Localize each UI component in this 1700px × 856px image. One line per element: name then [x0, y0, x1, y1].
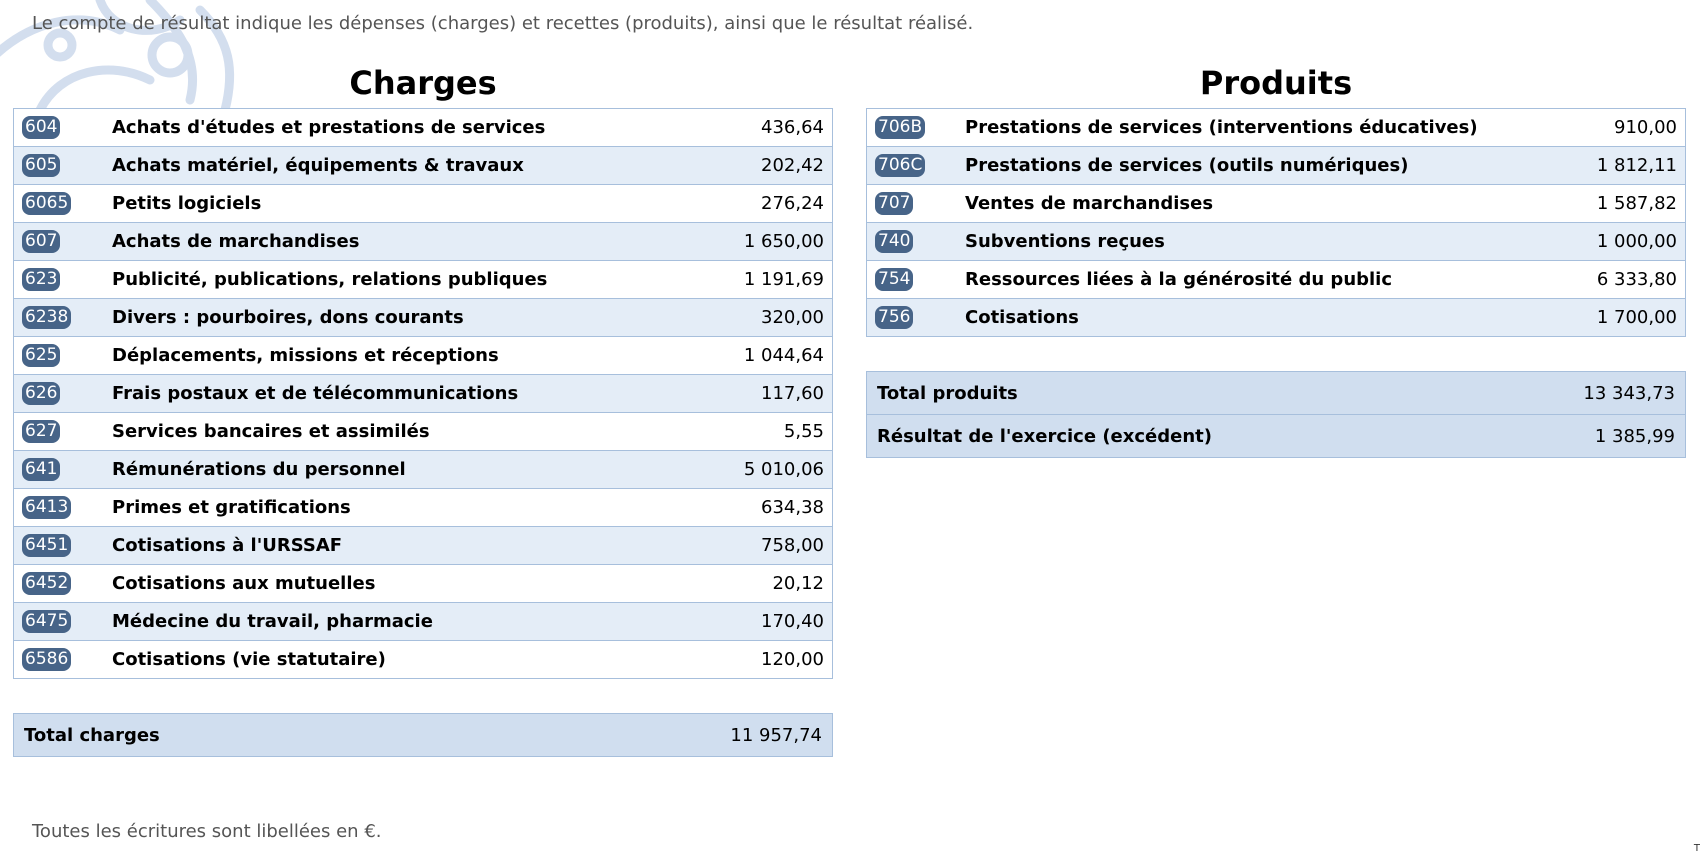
account-amount: 276,24 — [711, 185, 833, 223]
table-row — [867, 109, 1686, 147]
account-code-badge: 740 — [875, 230, 913, 253]
total-row — [867, 372, 1686, 415]
account-amount: 1 700,00 — [1579, 299, 1685, 337]
account-amount: 910,00 — [1579, 109, 1685, 147]
account-label: Prestations de services (outils numériques) — [965, 147, 1579, 185]
account-amount: 1 000,00 — [1579, 223, 1685, 261]
account-label: Services bancaires et assimilés — [112, 413, 711, 451]
account-amount: 1 587,82 — [1579, 185, 1685, 223]
account-amount: 320,00 — [711, 299, 833, 337]
account-label: Ventes de marchandises — [965, 185, 1579, 223]
table-row — [14, 565, 833, 603]
account-code-badge: 706B — [875, 116, 925, 139]
account-code-badge: 707 — [875, 192, 913, 215]
account-amount: 1 650,00 — [711, 223, 833, 261]
account-label: Publicité, publications, relations publiques — [112, 261, 711, 299]
account-label: Rémunérations du personnel — [112, 451, 711, 489]
account-amount: 5,55 — [711, 413, 833, 451]
account-amount: 202,42 — [711, 147, 833, 185]
intro-text: Le compte de résultat indique les dépenses (charges) et recettes (produits), ainsi que le résultat réalisé. — [32, 13, 974, 34]
account-label: Cotisations à l'URSSAF — [112, 527, 711, 565]
account-code-badge: 6413 — [22, 496, 71, 519]
account-amount: 634,38 — [711, 489, 833, 527]
table-row — [14, 641, 833, 679]
account-amount: 120,00 — [711, 641, 833, 679]
total-amount: 1 385,99 — [1499, 415, 1686, 458]
table-row — [14, 109, 833, 147]
charges-title: Charges — [349, 64, 497, 102]
table-row — [14, 223, 833, 261]
account-label: Subventions reçues — [965, 223, 1579, 261]
account-code-badge: 756 — [875, 306, 913, 329]
table-row — [867, 261, 1686, 299]
total-row — [867, 415, 1686, 458]
account-code-badge: 641 — [22, 458, 60, 481]
account-amount: 1 812,11 — [1579, 147, 1685, 185]
table-row — [14, 527, 833, 565]
account-label: Médecine du travail, pharmacie — [112, 603, 711, 641]
account-amount: 170,40 — [711, 603, 833, 641]
account-code-badge: 623 — [22, 268, 60, 291]
account-label: Prestations de services (interventions éducatives) — [965, 109, 1579, 147]
table-row — [14, 337, 833, 375]
account-label: Cotisations aux mutuelles — [112, 565, 711, 603]
account-code-badge: 6451 — [22, 534, 71, 557]
table-row — [14, 185, 833, 223]
table-row — [867, 147, 1686, 185]
account-label: Achats de marchandises — [112, 223, 711, 261]
account-label: Ressources liées à la générosité du public — [965, 261, 1579, 299]
account-label: Primes et gratifications — [112, 489, 711, 527]
account-code-badge: 6452 — [22, 572, 71, 595]
table-row — [14, 299, 833, 337]
table-row — [14, 261, 833, 299]
charges-section — [13, 60, 833, 757]
footer-note: Toutes les écritures sont libellées en €. — [32, 821, 382, 842]
account-code-badge: 754 — [875, 268, 913, 291]
account-label: Frais postaux et de télécommunications — [112, 375, 711, 413]
produits-section — [866, 60, 1686, 458]
account-code-badge: 604 — [22, 116, 60, 139]
account-label: Cotisations (vie statutaire) — [112, 641, 711, 679]
account-code-badge: 706C — [875, 154, 925, 177]
total-amount: 13 343,73 — [1499, 372, 1686, 415]
table-row — [14, 147, 833, 185]
account-code-badge: 625 — [22, 344, 60, 367]
charges-table — [13, 108, 833, 679]
account-amount: 20,12 — [711, 565, 833, 603]
account-code-badge: 626 — [22, 382, 60, 405]
account-code-badge: 605 — [22, 154, 60, 177]
total-label: Total produits — [867, 372, 1499, 415]
account-label: Divers : pourboires, dons courants — [112, 299, 711, 337]
charges-totals — [13, 713, 833, 757]
account-amount: 1 191,69 — [711, 261, 833, 299]
table-row — [14, 375, 833, 413]
total-label: Résultat de l'exercice (excédent) — [867, 415, 1499, 458]
account-code-badge: 6475 — [22, 610, 71, 633]
account-code-badge: 6238 — [22, 306, 71, 329]
produits-totals — [866, 371, 1686, 458]
total-label: Total charges — [14, 714, 496, 757]
account-code-badge: 6586 — [22, 648, 71, 671]
table-row — [14, 489, 833, 527]
account-code-badge: 6065 — [22, 192, 71, 215]
account-label: Déplacements, missions et réceptions — [112, 337, 711, 375]
account-amount: 1 044,64 — [711, 337, 833, 375]
account-amount: 5 010,06 — [711, 451, 833, 489]
corner-mark: T — [1693, 843, 1700, 854]
total-row — [14, 714, 833, 757]
table-row — [14, 603, 833, 641]
produits-title: Produits — [1199, 64, 1353, 102]
account-label: Achats d'études et prestations de services — [112, 109, 711, 147]
table-row — [867, 185, 1686, 223]
table-row — [14, 451, 833, 489]
account-amount: 758,00 — [711, 527, 833, 565]
table-row — [867, 223, 1686, 261]
account-label: Cotisations — [965, 299, 1579, 337]
produits-table — [866, 108, 1686, 337]
account-label: Petits logiciels — [112, 185, 711, 223]
account-amount: 436,64 — [711, 109, 833, 147]
table-row — [14, 413, 833, 451]
total-amount: 11 957,74 — [496, 714, 833, 757]
account-amount: 6 333,80 — [1579, 261, 1685, 299]
account-label: Achats matériel, équipements & travaux — [112, 147, 711, 185]
account-code-badge: 607 — [22, 230, 60, 253]
account-code-badge: 627 — [22, 420, 60, 443]
account-amount: 117,60 — [711, 375, 833, 413]
table-row — [867, 299, 1686, 337]
